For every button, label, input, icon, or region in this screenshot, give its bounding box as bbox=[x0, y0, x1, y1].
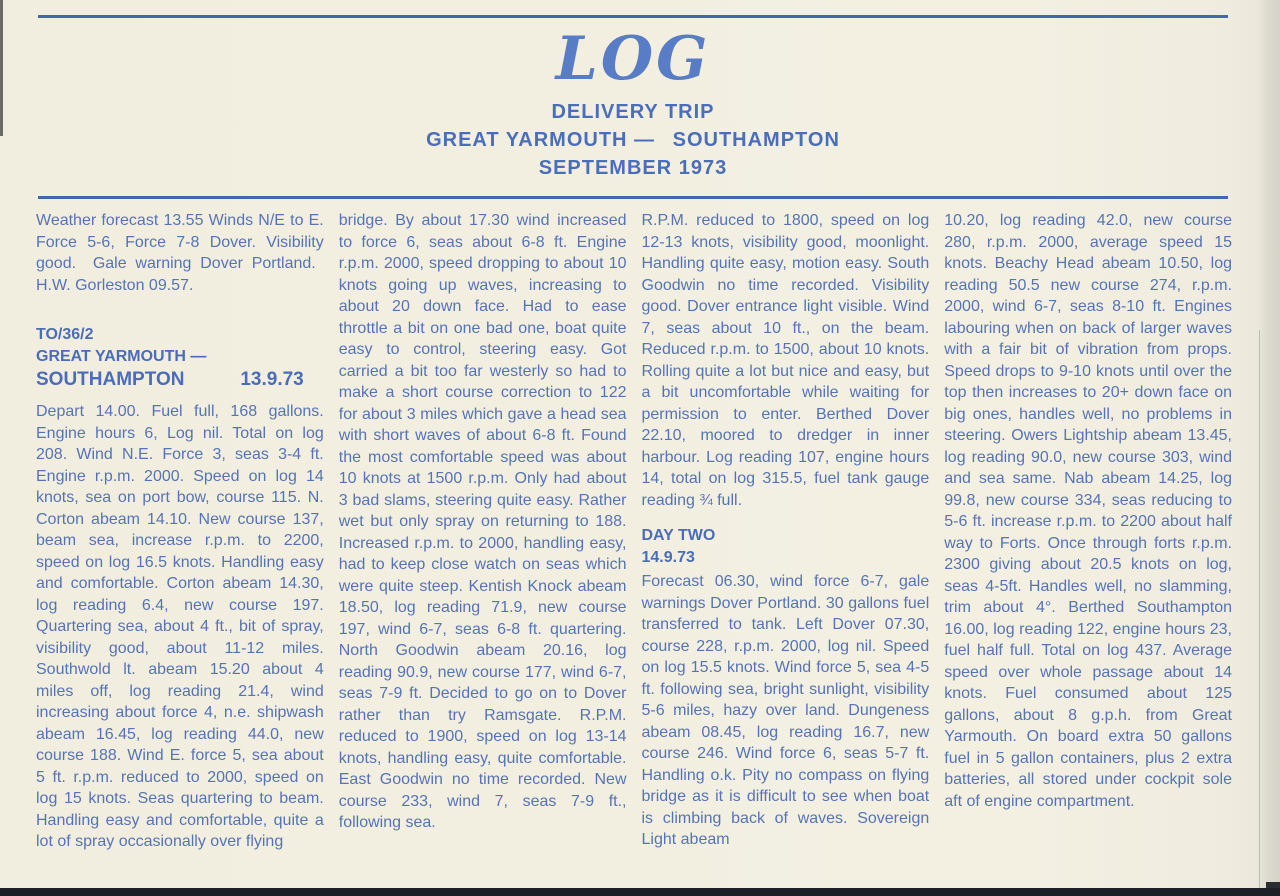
day-two-entry-paragraph: Forecast 06.30, wind force 6-7, gale warnings Dover Portland. 30 gallons fuel transferred to tank. Left Dover 07.30, course 228, r.p.m. 2000, log nil. Speed on log 15.5 knots. Wind force 5, sea 4-5 ft. following sea, bright sunlight, visibility 5-6 miles, hazy over land. Dungeness abeam 08.45, log reading 16.7, new course 246. Wind force 6, seas 5-7 ft. Handling o.k. Pity no compass on flying bridge as it is difficult to see when boat is climbing back of waves. Sovereign Light abeam bbox=[641, 573, 930, 848]
page-bottom-edge bbox=[0, 888, 1280, 896]
header-rule bbox=[38, 196, 1228, 199]
page-right-edge bbox=[1258, 0, 1280, 888]
day-one-entry-paragraph: Depart 14.00. Fuel full, 168 gallons. Engine hours 6, Log nil. Total on log 208. Wind N.E. Force 3, seas 3-4 ft. Engine r.p.m. 2000. Speed on log 14 knots, sea on port bow, course 115. N. Corton abeam 14.10. New course 137, beam sea, increase r.p.m. to 2200, speed on log 16.5 knots. Handling easy and comfortable. Corton abeam 14.30, log reading 6.4, new course 197. Quartering sea, about 4 ft., bit of spray, visibility good, about 11-12 miles. Southwold lt. abeam 15.20 about 4 miles off, log reading 21.4, wind increasing about force 4, n.e. shipwash abeam 16.45, log reading 44.0, new course 188. Wind E. force 5, sea about 5 ft. r.p.m. reduced to 2000, speed on log 15 knots. Seas quartering to beam. Handling easy and comfortable, quite a lot of spray occasionally over flying bbox=[36, 403, 324, 850]
page-header bbox=[38, 24, 1228, 182]
day-one-continued-paragraph: bridge. By about 17.30 wind increased to force 6, seas about 6-8 ft. Engine r.p.m. 2000, speed dropping to about 10 knots going up waves, increasing to about 20 down face. Had to ease throttle a bit on one bad one, boat quite easy to control, steering easy. Got carried a bit too far westerly so had to make a short course correction to 122 for about 3 miles which gave a head sea with short waves of about 6-8 ft. Found the most comfortable speed was about 10 knots at 1500 r.p.m. Only had about 3 bad slams, steering quite easy. Rather wet but only spray on returning to 188. Increased r.p.m. to 2000, handling easy, had to keep close watch on seas which were quite steep. Kentish Knock abeam 18.50, log reading 71.9, new course 197, wind 6-7, seas 6-8 ft. quartering. North Goodwin abeam 20.16, log reading 90.9, new course 177, wind 6-7, seas 7-9 ft. Decided to go on to Dover rather than try Ramsgate. R.P.M. reduced to 1900, speed on log 13-14 knots, handling easy, quite comfortable. East Goodwin no time recorded. New course 233, wind 7, seas 7-9 ft., following sea. bbox=[338, 212, 627, 831]
top-rule bbox=[38, 15, 1228, 18]
log-column-1 bbox=[36, 210, 324, 853]
trip-date: 13.9.73 bbox=[240, 369, 304, 390]
page-crease-line bbox=[1259, 330, 1260, 888]
trip-destination-label: SOUTHAMPTON bbox=[36, 369, 185, 390]
page-title: LOG bbox=[555, 24, 711, 94]
page-left-edge bbox=[0, 0, 3, 136]
log-column-3 bbox=[642, 210, 930, 853]
day-two-date: 14.9.73 bbox=[641, 548, 695, 566]
log-columns bbox=[36, 210, 1232, 853]
dover-arrival-paragraph: R.P.M. reduced to 1800, speed on log 12-13 knots, visibility good, moonlight. Handling quite easy, motion easy. South Goodwin no time recorded. Visibility good. Dover entrance light visible. Wind 7, seas about 10 ft., on the beam. Reduced r.p.m. to 1500, about 10 knots. Rolling quite a lot but nice and easy, but a bit uncomfortable while waiting for permission to enter. Berthed Dover 22.10, moored to dredger in inner harbour. Log reading 107, engine hours 14, total on log 315.5, fuel tank gauge reading ¾ full. bbox=[641, 212, 930, 509]
log-column-2 bbox=[339, 210, 627, 853]
weather-forecast-paragraph: Weather forecast 13.55 Winds N/E to E. Force 5-6, Force 7-8 Dover. Visibility good. Gale warning Dover Portland. H.W. Gorleston 09.57. bbox=[36, 212, 324, 294]
subtitle-route: GREAT YARMOUTH — SOUTHAMPTON bbox=[426, 129, 840, 151]
subtitle-date: SEPTEMBER 1973 bbox=[538, 157, 728, 179]
trip-destination-heading bbox=[36, 367, 324, 393]
trip-ref-heading: TO/36/2 bbox=[36, 326, 94, 343]
trip-route-heading: GREAT YARMOUTH — bbox=[36, 347, 207, 365]
day-two-continued-paragraph: 10.20, log reading 42.0, new course 280, r.p.m. 2000, average speed 15 knots. Beachy Head abeam 10.50, log reading 50.5 new course 274, r.p.m. 2000, wind 6-7, seas 8-10 ft. Engines labouring when on back of larger waves with a fair bit of vibration from props. Speed drops to 9-10 knots until over the top then increases to 20+ down face on big ones, handles well, no problems in steering. Owers Lightship abeam 13.45, log reading 90.0, new course 303, wind and sea same. Nab abeam 14.25, log 99.8, new course 334, seas reducing to 5-6 ft. increase r.p.m. to 2200 about half way to Forts. Once through forts r.p.m. 2300 giving about 20.5 knots on log, seas 4-5ft. Handles well, no slamming, trim about 4°. Berthed Southampton 16.00, log reading 122, engine hours 23, fuel half full. Total on log 437. Average speed over whole passage about 14 knots. Fuel consumed about 125 gallons, about 8 g.p.h. from Great Yarmouth. On board extra 50 gallons fuel in 5 gallon containers, plus 2 extra batteries, all stored under cockpit sole aft of engine compartment. bbox=[944, 212, 1232, 810]
log-column-4 bbox=[944, 210, 1232, 853]
day-two-heading: DAY TWO bbox=[641, 527, 716, 544]
subtitle-delivery-trip: DELIVERY TRIP bbox=[551, 101, 715, 123]
